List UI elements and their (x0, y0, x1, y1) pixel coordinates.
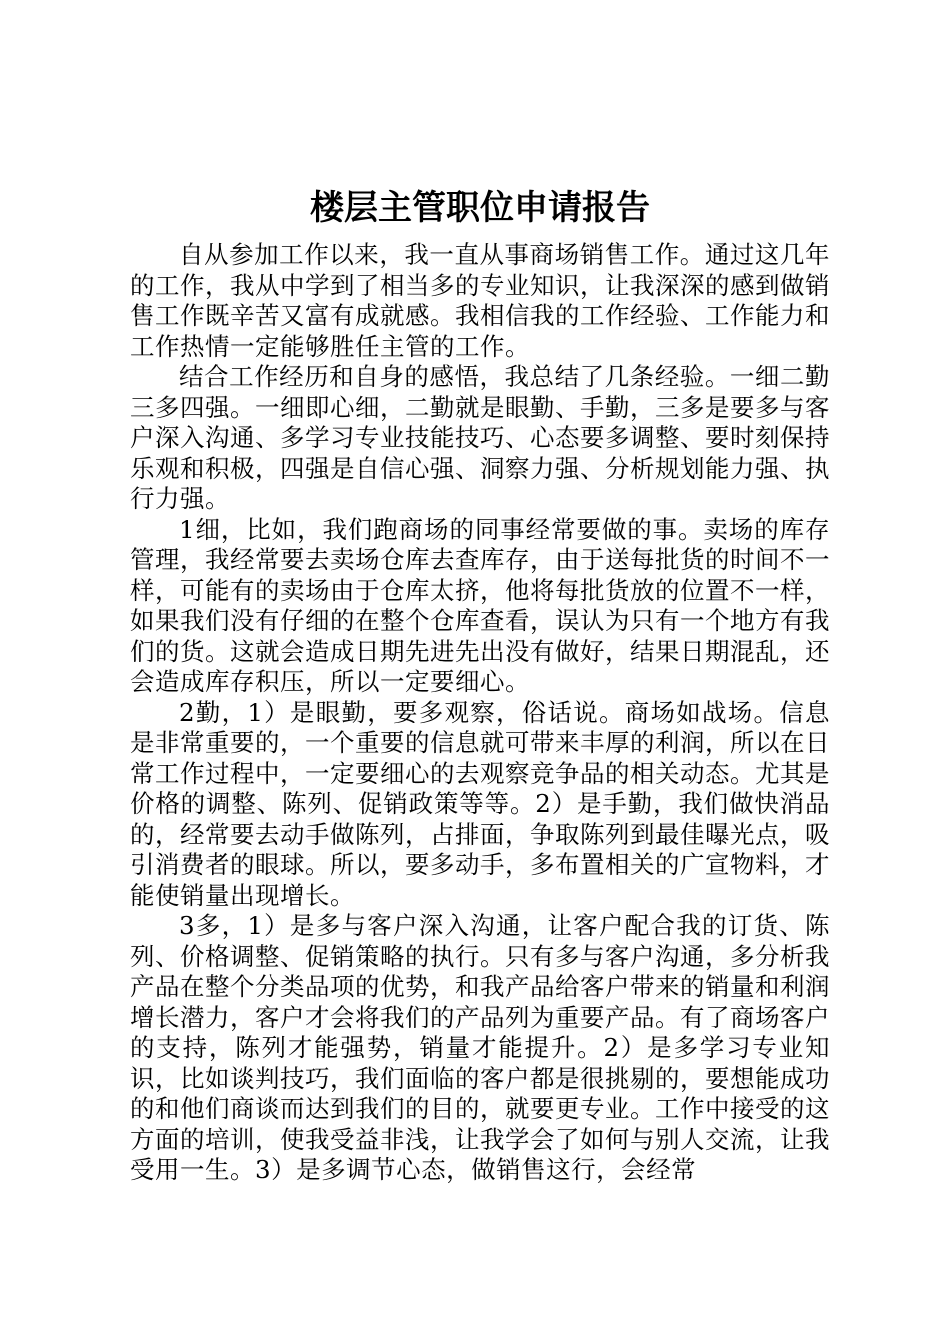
paragraph-3: 1细，比如，我们跑商场的同事经常要做的事。卖场的库存管理，我经常要去卖场仓库去查库存，由于送每批货的时间不一样，可能有的卖场由于仓库太挤，他将每批货放的位置不一样，如果我们没有仔细的在整个仓库查看，误认为只有一个地方有我们的货。这就会造成日期先进先出没有做好，结果日期混乱，还会造成库存积压，所以一定要细心。 (130, 514, 830, 696)
paragraph-5: 3多，1）是多与客户深入沟通，让客户配合我的订货、陈列、价格调整、促销策略的执行。只有多与客户沟通，多分析我产品在整个分类品项的优势，和我产品给客户带来的销量和利润增长潜力，客户才会将我们的产品列为重要产品。有了商场客户的支持，陈列才能强势，销量才能提升。2）是多学习专业知识，比如谈判技巧，我们面临的客户都是很挑剔的，要想能成功的和他们商谈而达到我们的目的，就要更专业。工作中接受的这方面的培训，使我受益非浅，让我学会了如何与别人交流，让我受用一生。3）是多调节心态，做销售这行，会经常 (130, 911, 830, 1184)
document-page (130, 182, 830, 1186)
paragraph-1: 自从参加工作以来，我一直从事商场销售工作。通过这几年的工作，我从中学到了相当多的专业知识，让我深深的感到做销售工作既辛苦又富有成就感。我相信我的工作经验、工作能力和工作热情一定能够胜任主管的工作。 (130, 240, 830, 361)
paragraph-2: 结合工作经历和自身的感悟，我总结了几条经验。一细二勤三多四强。一细即心细，二勤就是眼勤、手勤，三多是要多与客户深入沟通、多学习专业技能技巧、心态要多调整、要时刻保持乐观和积极，四强是自信心强、洞察力强、分析规划能力强、执行力强。 (130, 362, 830, 513)
document-title: 楼层主管职位申请报告 (310, 188, 650, 228)
paragraph-4: 2勤，1）是眼勤，要多观察，俗话说。商场如战场。信息是非常重要的，一个重要的信息就可带来丰厚的利润，所以在日常工作过程中，一定要细心的去观察竞争品的相关动态。尤其是价格的调整、陈列、促销政策等等。2）是手勤，我们做快消品的，经常要去动手做陈列，占排面，争取陈列到最佳曝光点，吸引消费者的眼球。所以，要多动手，多布置相关的广宣物料，才能使销量出现增长。 (130, 697, 830, 910)
